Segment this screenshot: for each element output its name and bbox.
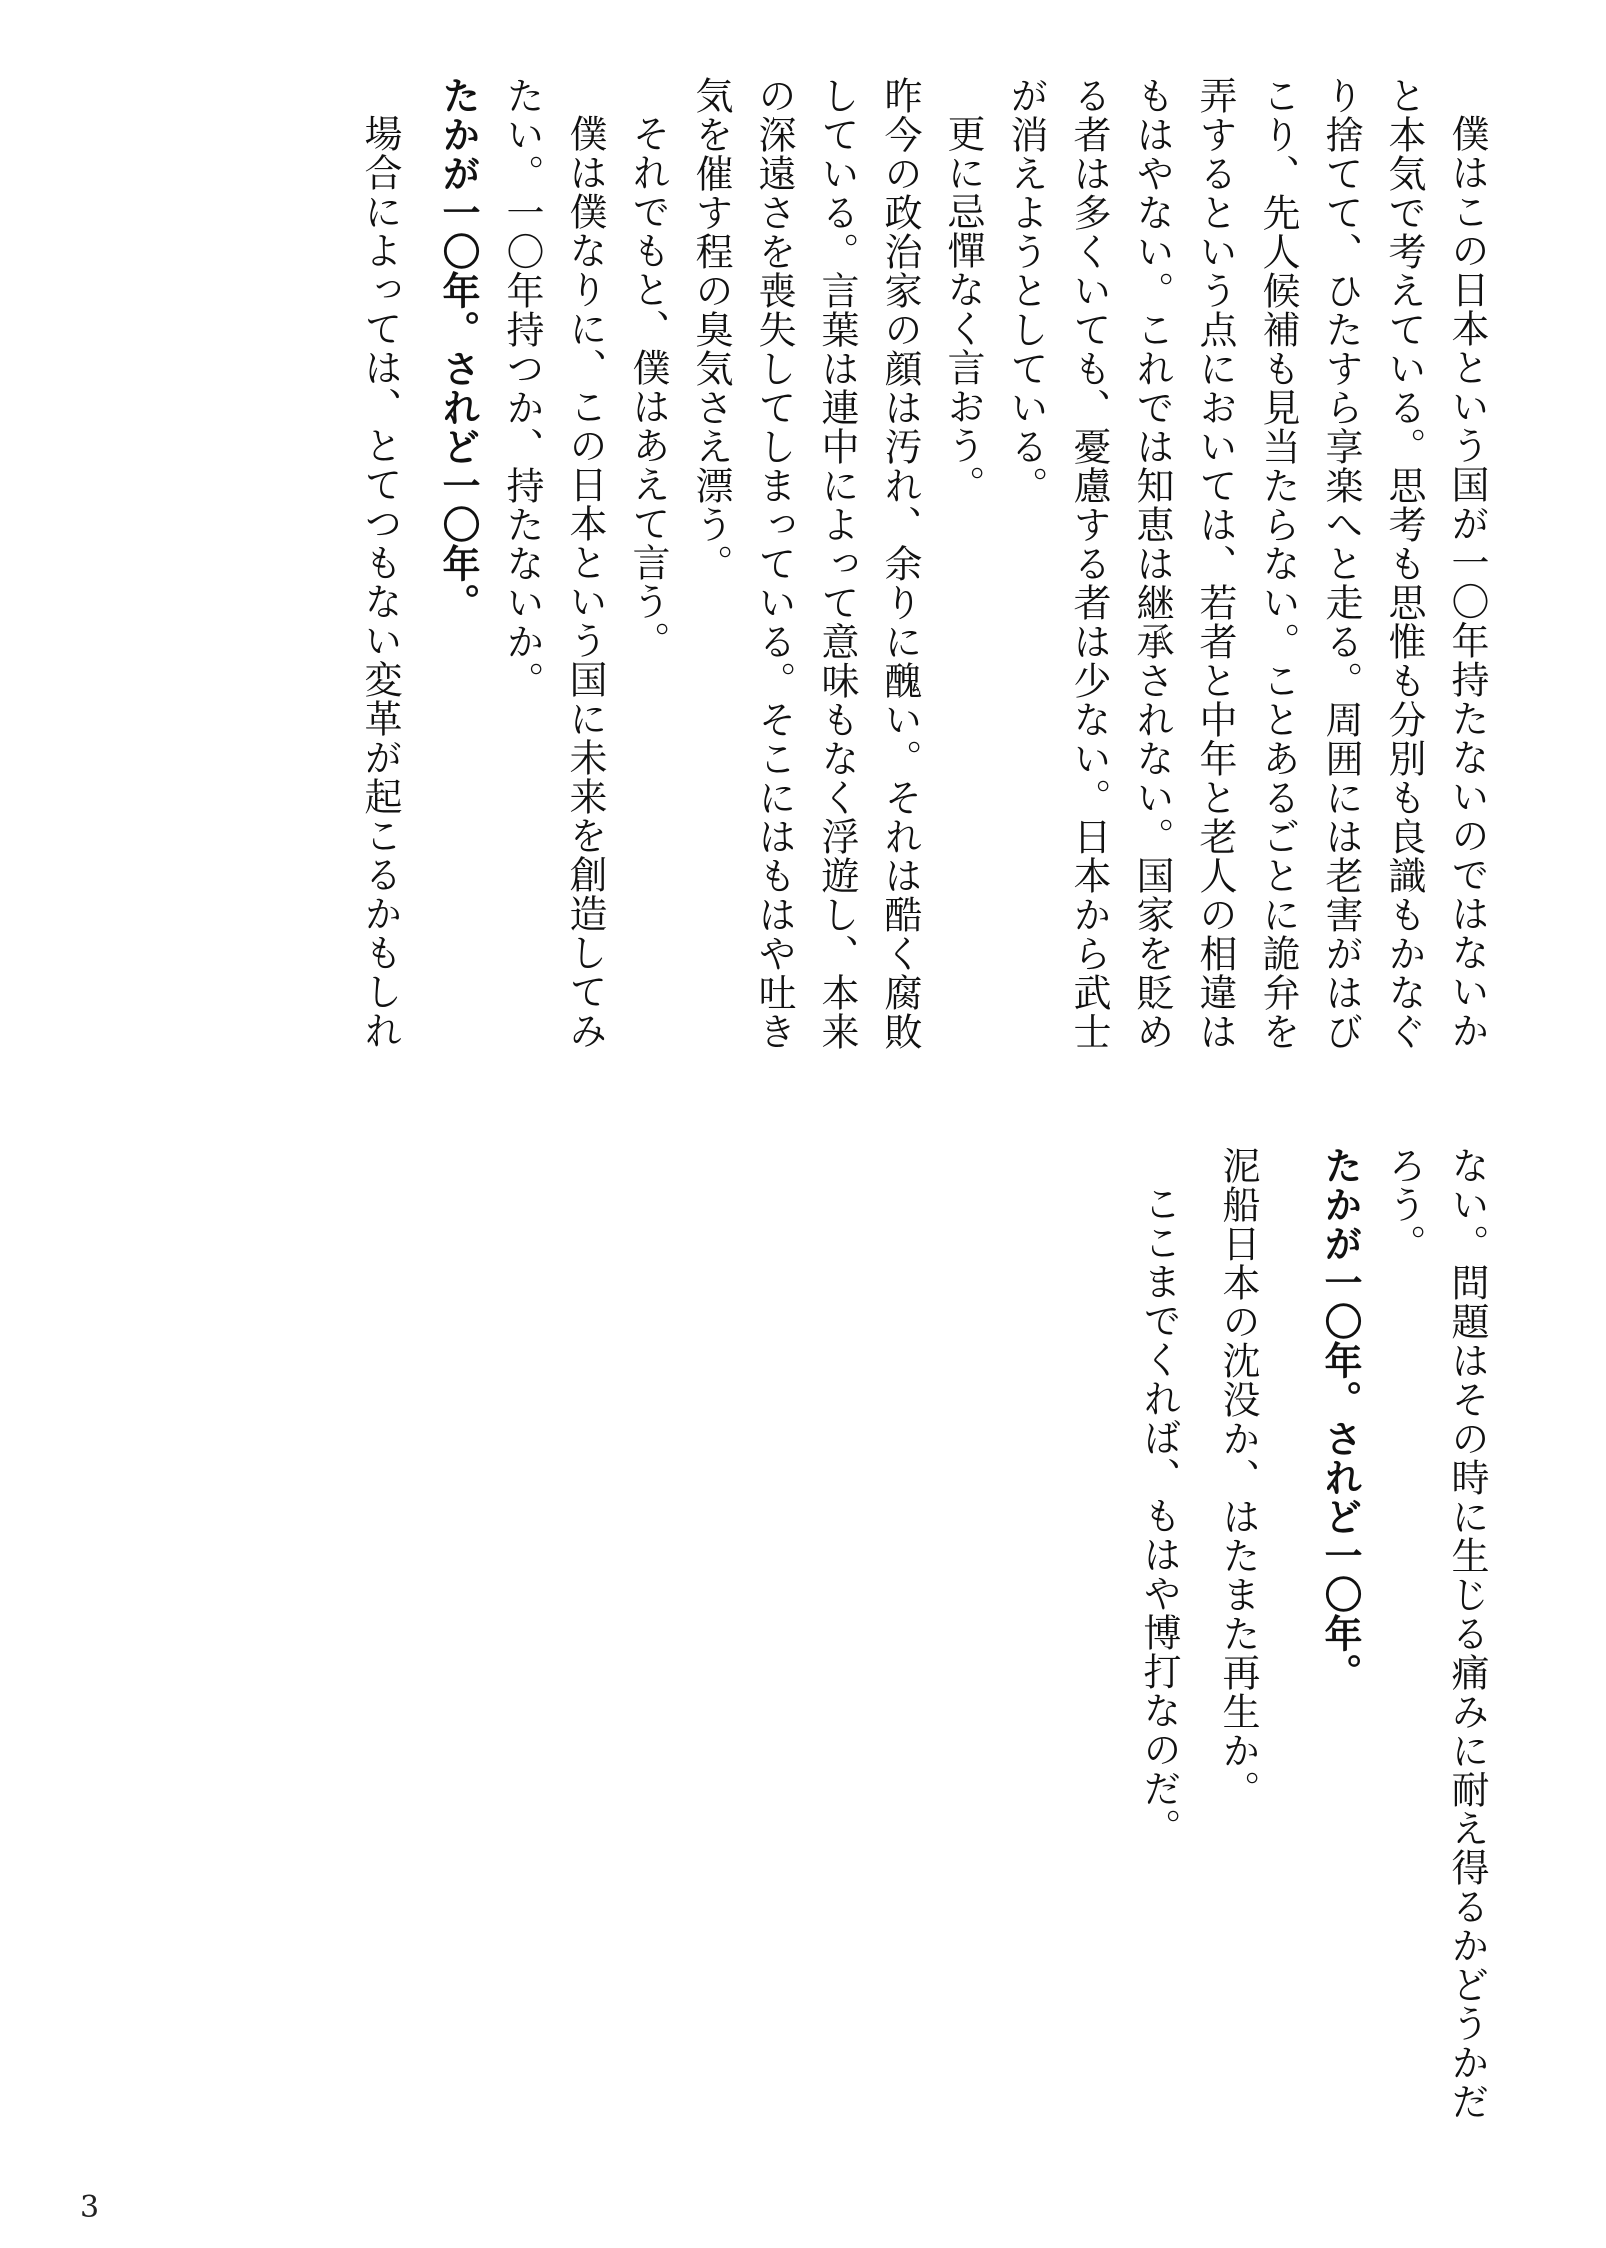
page-number: 3: [80, 2190, 100, 2225]
paragraph-politicians: 昨今の政治家の顔は汚れ、余りに醜い。それは酷く腐敗している。言葉は連中によって意味もなく浮遊し、本来の深遠さを喪失してしまっている。そこにはもはや吐き気を催す程の臭気さえ漂う。: [689, 76, 922, 1051]
paragraph-still: それでもと、僕はあえて言う。: [626, 114, 670, 660]
lower-text-block: [1127, 1146, 1498, 2126]
paragraph-continuation: ない。問題はその時に生じる痛みに耐え得るかどうかだろう。: [1382, 1146, 1489, 2121]
heading-ten-years: たかが一〇年。されど一〇年。: [436, 76, 481, 622]
paragraph-frank: 更に忌憚なく言おう。: [941, 114, 985, 504]
paragraph-future: 僕は僕なりに、この日本という国に未来を創造してみたい。一〇年持つか、持たないか。: [500, 76, 607, 1050]
paragraph-opening: 僕はこの日本という国が一〇年持たないのではないかと本気で考えている。思考も思惟も分別も良識もかなぐり捨てて、ひたすら享楽へと走る。周囲には老害がはびこり、先人候補も見当たらない。ことあるごとに詭弁を弄するという点においては、若者と中年と老人の相違はもはやない。これでは知恵は継承されない。国家を貶める者は多くいても、憂慮する者は少ない。日本から武士が消えようとしている。: [1004, 76, 1489, 1051]
paragraph-gamble: ここまでくれば、もはや博打なのだ。: [1137, 1184, 1181, 1847]
heading-ten-years-repeat: たかが一〇年。されど一〇年。: [1318, 1146, 1363, 1692]
upper-text-block: [332, 76, 1498, 1056]
paragraph-sink-or-revive: 泥船日本の沈没か、はたまた再生か。: [1216, 1146, 1260, 1809]
paragraph-change: 場合によっては、とてつもない変革が起こるかもしれ: [358, 114, 402, 1050]
